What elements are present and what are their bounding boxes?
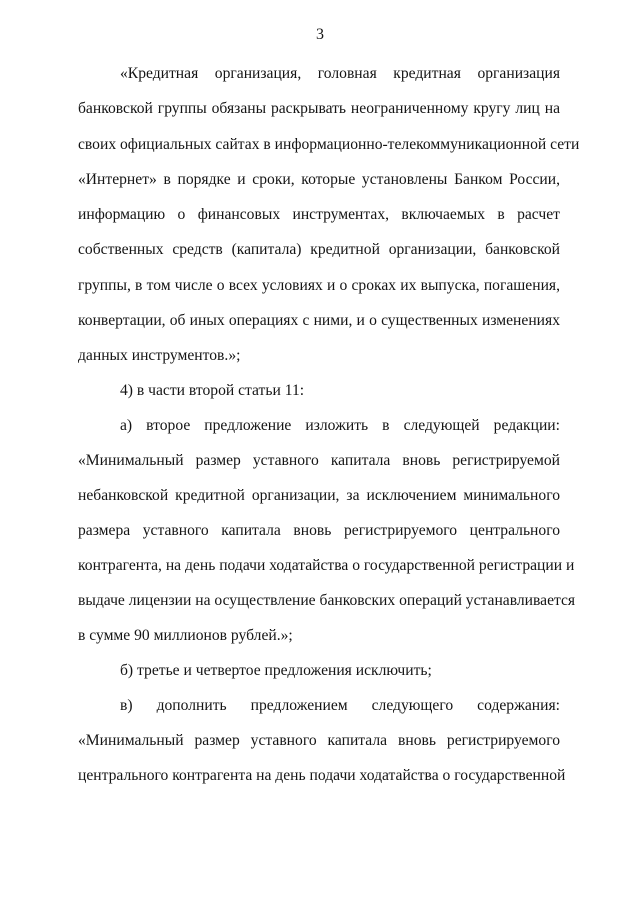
paragraph-line: банковской группы обязаны раскрывать неограниченному кругу лиц на — [78, 100, 560, 117]
paragraph-line: размера уставного капитала вновь регистрируемого центрального — [78, 522, 560, 539]
paragraph-line: «Минимальный размер уставного капитала вновь регистрируемой — [78, 452, 560, 469]
paragraph-line: данных инструментов.»; — [78, 347, 241, 364]
paragraph-line: конвертации, об иных операциях с ними, и о существенных изменениях — [78, 312, 560, 329]
paragraph-line: небанковской кредитной организации, за исключением минимального — [78, 487, 560, 504]
paragraph-line: выдаче лицензии на осуществление банковских операций устанавливается — [78, 592, 576, 609]
page-number: 3 — [316, 26, 324, 43]
paragraph-line: «Интернет» в порядке и сроки, которые установлены Банком России, — [78, 171, 560, 188]
paragraph-line: своих официальных сайтах в информационно-телекоммуникационной сети — [78, 136, 580, 153]
paragraph-line: центрального контрагента на день подачи ходатайства о государственной — [78, 767, 566, 784]
paragraph-line: в сумме 90 миллионов рублей.»; — [78, 627, 293, 644]
paragraph-line: «Минимальный размер уставного капитала вновь регистрируемого — [78, 732, 560, 749]
paragraph-line: в) дополнить предложением следующего содержания: — [120, 697, 560, 714]
paragraph-line: «Кредитная организация, головная кредитная организация — [120, 65, 560, 82]
paragraph-line: информацию о финансовых инструментах, включаемых в расчет — [78, 206, 560, 223]
item-heading: 4) в части второй статьи 11: — [120, 382, 305, 399]
paragraph-line: собственных средств (капитала) кредитной организации, банковской — [78, 241, 560, 258]
paragraph-line: б) третье и четвертое предложения исключить; — [120, 662, 432, 679]
paragraph-line: а) второе предложение изложить в следующей редакции: — [120, 417, 560, 434]
paragraph-line: группы, в том числе о всех условиях и о сроках их выпуска, погашения, — [78, 277, 560, 294]
paragraph-line: контрагента, на день подачи ходатайства о государственной регистрации и — [78, 557, 575, 574]
